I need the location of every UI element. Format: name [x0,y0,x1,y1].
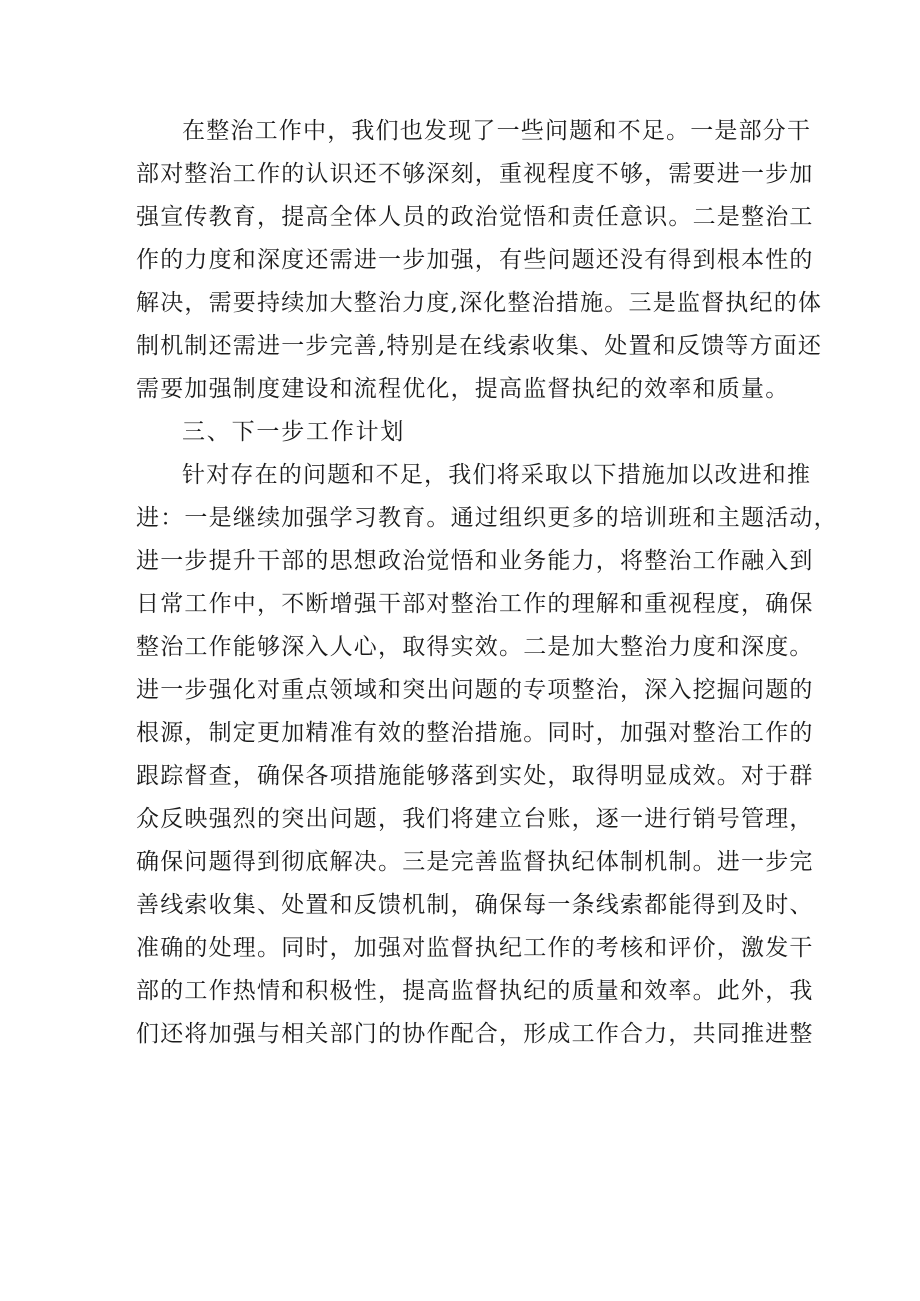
paragraph-2-line: 们还将加强与相关部门的协作配合，形成工作合力，共同推进整 [136,1021,814,1047]
section-heading: 三、下一步工作计划 [182,419,406,445]
paragraph-1-line: 需要加强制度建设和流程优化，提高监督执纪的效率和质量。 [136,376,790,402]
paragraph-2-line: 跟踪督查，确保各项措施能够落到实处，取得明显成效。对于群 [136,763,814,789]
document-body [136,110,838,1056]
paragraph-2-line: 准确的处理。同时，加强对监督执纪工作的考核和评价，激发干 [136,935,814,961]
paragraph-2-line: 部的工作热情和积极性，提高监督执纪的质量和效率。此外，我 [136,978,814,1004]
paragraph-2-line: 进：一是继续加强学习教育。通过组织更多的培训班和主题活动， [136,505,838,531]
paragraph-1-line: 部对整治工作的认识还不够深刻，重视程度不够，需要进一步加 [136,161,814,187]
paragraph-1-line: 强宣传教育，提高全体人员的政治觉悟和责任意识。二是整治工 [136,204,814,230]
paragraph-2-line: 整治工作能够深入人心，取得实效。二是加大整治力度和深度。 [136,634,814,660]
paragraph-2-line: 进一步强化对重点领域和突出问题的专项整治，深入挖掘问题的 [136,677,814,703]
paragraph-2-line: 确保问题得到彻底解决。三是完善监督执纪体制机制。进一步完 [136,849,814,875]
paragraph-1-line: 解决，需要持续加大整治力度,深化整治措施。三是监督执纪的体 [136,290,823,316]
paragraph-1-line: 制机制还需进一步完善,特别是在线索收集、处置和反馈等方面还 [136,333,823,359]
paragraph-1-line: 在整治工作中，我们也发现了一些问题和不足。一是部分干 [182,118,812,144]
paragraph-2-line: 根源，制定更加精准有效的整治措施。同时，加强对整治工作的 [136,720,814,746]
paragraph-2-line: 善线索收集、处置和反馈机制，确保每一条线索都能得到及时、 [136,892,814,918]
paragraph-1-line: 作的力度和深度还需进一步加强，有些问题还没有得到根本性的 [136,247,814,273]
paragraph-2-line: 针对存在的问题和不足，我们将采取以下措施加以改进和推 [182,462,812,488]
paragraph-2-line: 日常工作中，不断增强干部对整治工作的理解和重视程度，确保 [136,591,814,617]
paragraph-2-line: 众反映强烈的突出问题，我们将建立台账，逐一进行销号管理， [136,806,814,832]
paragraph-2-line: 进一步提升干部的思想政治觉悟和业务能力，将整治工作融入到 [136,548,814,574]
